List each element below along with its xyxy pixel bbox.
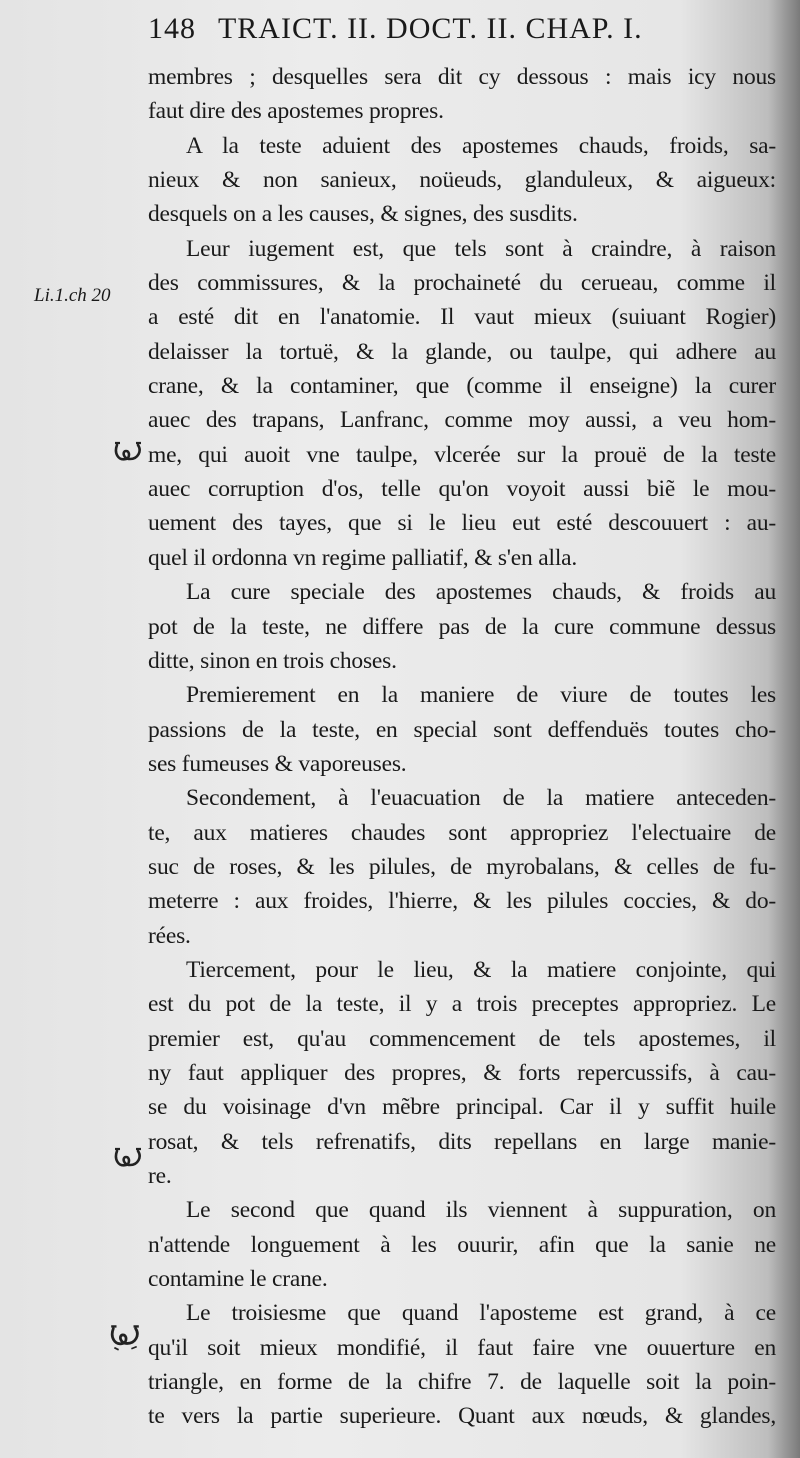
text-line: suc de roses, & les pilules, de myrobalans, & celles de fu-	[148, 853, 776, 880]
text-line: me, qui auoit vne taulpe, vlcerée sur la prouë de la teste	[148, 441, 776, 468]
page-header	[148, 12, 788, 46]
text-line: nieux & non sanieux, noüeuds, glanduleux, & aigueux:	[148, 167, 776, 194]
text-line: membres ; desquelles sera dit cy dessous : mais icy nous	[148, 64, 776, 90]
text-line: n'attende longuement à les ouurir, afin que la sanie ne	[148, 1231, 776, 1258]
running-title: TRAICT. II. DOCT. II. CHAP. I.	[217, 12, 643, 45]
text-line: desquels on a les causes, & signes, des susdits.	[148, 201, 578, 228]
text-line: a esté dit en l'anatomie. Il vaut mieux (suiuant Rogier)	[148, 304, 776, 331]
text-line: La cure speciale des apostemes chauds, & froids au	[186, 579, 776, 606]
text-line: Le second que quand ils viennent à suppuration, on	[186, 1197, 776, 1224]
text-line: pot de la teste, ne differe pas de la cure commune dessus	[148, 613, 776, 640]
text-line: se du voisinage d'vn mẽbre principal. Car il y suffit huile	[148, 1094, 776, 1121]
text-line: passions de la teste, en special sont deffenduës toutes cho-	[148, 716, 776, 743]
body-text	[148, 60, 776, 1434]
text-line: crane, & la contaminer, que (comme il enseigne) la curer	[148, 373, 776, 400]
text-line: Secondement, à l'euacuation de la matiere anteceden-	[186, 785, 776, 812]
text-line: auec des trapans, Lanfranc, comme moy aussi, a veu hom-	[148, 407, 776, 434]
text-line: rosat, & tels refrenatifs, dits repellans en large manie-	[148, 1128, 776, 1155]
text-line: te, aux matieres chaudes sont appropriez l'electuaire de	[148, 819, 776, 846]
text-line: ditte, sinon en trois choses.	[148, 647, 397, 674]
text-line: Tiercement, pour le lieu, & la matiere conjointe, qui	[186, 956, 776, 983]
text-line: uement des tayes, que si le lieu eut esté descouuert : au-	[148, 510, 776, 537]
text-line: premier est, qu'au commencement de tels apostemes, il	[148, 1025, 776, 1052]
text-line: ny faut appliquer des propres, & forts repercussifs, à cau-	[148, 1059, 776, 1086]
text-line: ses fumeuses & vaporeuses.	[148, 750, 407, 777]
text-line: rées.	[148, 922, 191, 949]
text-line: Leur iugement est, que tels sont à craindre, à raison	[186, 235, 776, 262]
text-line: contamine le crane.	[148, 1266, 328, 1293]
page-number: 148	[148, 12, 196, 45]
handwritten-mark-icon	[112, 437, 144, 467]
text-line: meterre : aux froides, l'hierre, & les pilules coccies, & do-	[148, 888, 776, 915]
text-line: te vers la partie superieure. Quant aux nœuds, & glandes,	[148, 1403, 776, 1430]
handwritten-mark-icon	[108, 1320, 140, 1350]
text-line: quel il ordonna vn regime palliatif, & s'en alla.	[148, 544, 578, 571]
text-line: triangle, en forme de la chifre 7. de laquelle soit la poin-	[148, 1369, 776, 1396]
text-line: A la teste aduient des apostemes chauds, froids, sa-	[186, 132, 776, 159]
text-line: auec corruption d'os, telle qu'on voyoit aussi biẽ le mou-	[148, 476, 776, 503]
text-line: qu'il soit mieux mondifié, il faut faire vne ouuerture en	[148, 1334, 776, 1361]
text-line: faut dire des apostemes propres.	[148, 98, 444, 125]
text-line: re.	[148, 1163, 172, 1189]
text-line: delaisser la tortuë, & la glande, ou taulpe, qui adhere au	[148, 338, 776, 365]
text-line: est du pot de la teste, il y a trois preceptes appropriez. Le	[148, 991, 776, 1018]
text-line: des commissures, & la prochaineté du cerueau, comme il	[148, 270, 776, 297]
handwritten-mark-icon	[112, 1143, 144, 1173]
text-line: Le troisiesme que quand l'aposteme est grand, à ce	[186, 1300, 776, 1327]
marginal-reference: Li.1.ch 20	[34, 285, 111, 306]
text-line: Premierement en la maniere de viure de toutes les	[186, 682, 776, 709]
